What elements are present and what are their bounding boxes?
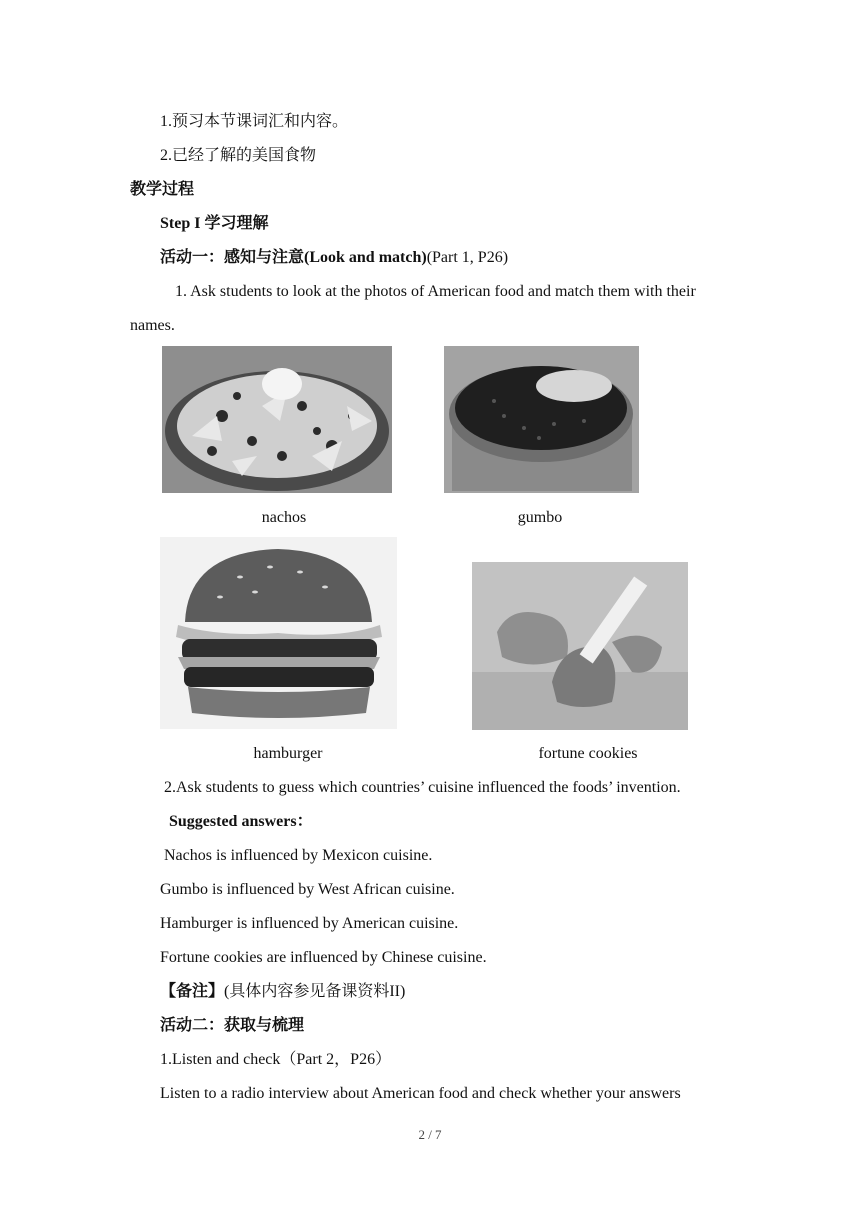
answer-4: Fortune cookies are influenced by Chinese cuisine. bbox=[160, 949, 487, 966]
step-title: Step I 学习理解 bbox=[160, 215, 269, 232]
prep-item-1: 1.预习本节课词汇和内容。 bbox=[160, 113, 349, 130]
answer-2: Gumbo is influenced by West African cuisine. bbox=[160, 881, 455, 898]
hamburger-photo bbox=[160, 537, 397, 729]
nachos-photo bbox=[162, 346, 392, 493]
instruction-2: 2.Ask students to guess which countries’ cuisine influenced the foods’ invention. bbox=[164, 779, 681, 796]
note bbox=[160, 982, 405, 1002]
note-label: 【备注】 bbox=[160, 983, 225, 1000]
instruction-1-line-1: 1. Ask students to look at the photos of American food and match them with their bbox=[175, 283, 696, 300]
activity1-title-main: 活动一：感知与注意(Look and match) bbox=[160, 249, 427, 266]
gumbo-caption: gumbo bbox=[517, 509, 563, 526]
activity1-title bbox=[160, 248, 508, 268]
activity2-item-1: 1.Listen and check（Part 2，P26） bbox=[160, 1051, 392, 1068]
note-text: (具体内容参见备课资料II) bbox=[224, 983, 406, 1000]
section-title: 教学过程 bbox=[130, 181, 195, 198]
answer-1: Nachos is influenced by Mexicon cuisine. bbox=[164, 847, 433, 864]
activity1-title-ref: (Part 1, P26) bbox=[426, 249, 509, 266]
hamburger-caption: hamburger bbox=[253, 745, 323, 762]
page-number: 2 / 7 bbox=[418, 1127, 442, 1142]
activity2-title: 活动二：获取与梳理 bbox=[160, 1017, 305, 1034]
prep-item-2: 2.已经了解的美国食物 bbox=[160, 147, 317, 164]
nachos-caption: nachos bbox=[261, 509, 307, 526]
gumbo-photo bbox=[444, 346, 639, 493]
suggested-answers-label: Suggested answers： bbox=[169, 813, 313, 830]
fortune-cookies-photo bbox=[472, 562, 688, 730]
instruction-1-line-2: names. bbox=[130, 317, 175, 334]
activity2-item-1-desc: Listen to a radio interview about American food and check whether your answers bbox=[160, 1085, 681, 1102]
answer-3: Hamburger is influenced by American cuisine. bbox=[160, 915, 459, 932]
fortune-cookies-caption: fortune cookies bbox=[538, 745, 638, 762]
